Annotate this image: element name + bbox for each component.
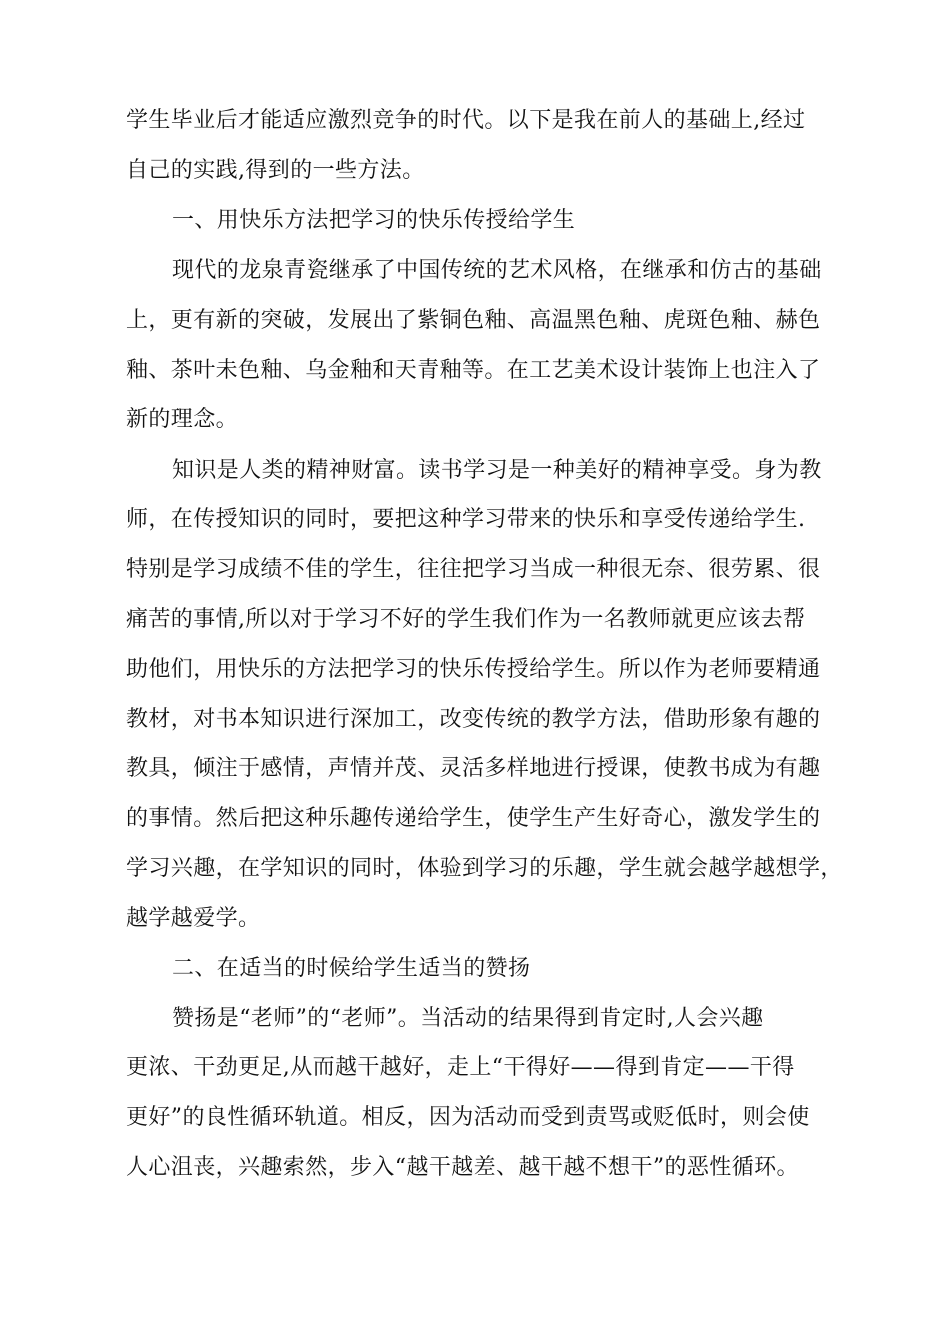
text-line-7: 新的理念。 xyxy=(126,407,239,432)
text-line-19: 赞扬是“老师”的“老师”。当活动的结果得到肯定时,人会兴趣 xyxy=(172,1006,764,1031)
text-line-8: 知识是人类的精神财富。读书学习是一种美好的精神享受。身为教 xyxy=(172,458,822,483)
text-line-9: 师，在传授知识的同时，要把这种学习带来的快乐和享受传递给学生. xyxy=(126,507,806,532)
section-heading-1: 一、用快乐方法把学习的快乐传授给学生 xyxy=(172,208,576,233)
text-line-20: 更浓、干劲更足,从而越干越好，走上“干得好——得到肯定——干得 xyxy=(126,1055,795,1080)
text-line-21: 更好”的良性循环轨道。相反，因为活动而受到责骂或贬低时，则会使 xyxy=(126,1105,810,1130)
text-line-22: 人心沮丧，兴趣索然，步入“越干越差、越干越不想干”的恶性循环。 xyxy=(126,1155,799,1180)
text-line-1: 学生毕业后才能适应激烈竞争的时代。以下是我在前人的基础上,经过 xyxy=(126,108,806,133)
text-line-17: 越学越爱学。 xyxy=(126,906,261,931)
text-line-11: 痛苦的事情,所以对于学习不好的学生我们作为一名教师就更应该去帮 xyxy=(126,607,806,632)
text-line-6: 釉、茶叶未色釉、乌金釉和天青釉等。在工艺美术设计装饰上也注入了 xyxy=(126,358,821,383)
text-line-14: 教具，倾注于感情，声情并茂、灵活多样地进行授课，使教书成为有趣 xyxy=(126,756,821,781)
text-line-15: 的事情。然后把这种乐趣传递给学生，使学生产生好奇心，激发学生的 xyxy=(126,806,821,831)
text-line-4: 现代的龙泉青瓷继承了中国传统的艺术风格，在继承和仿古的基础 xyxy=(172,258,822,283)
text-line-5: 上，更有新的突破，发展出了紫铜色釉、高温黑色釉、虎斑色釉、赫色 xyxy=(126,308,821,333)
text-line-12: 助他们，用快乐的方法把学习的快乐传授给学生。所以作为老师要精通 xyxy=(126,657,821,682)
text-line-10: 特别是学习成绩不佳的学生，往往把学习当成一种很无奈、很劳累、很 xyxy=(126,557,821,582)
text-line-16: 学习兴趣，在学知识的同时，体验到学习的乐趣，学生就会越学越想学， xyxy=(126,856,843,881)
text-line-13: 教材，对书本知识进行深加工，改变传统的教学方法，借助形象有趣的 xyxy=(126,707,821,732)
section-heading-2: 二、在适当的时候给学生适当的赞扬 xyxy=(172,956,531,981)
text-line-2: 自己的实践,得到的一些方法。 xyxy=(126,158,425,183)
